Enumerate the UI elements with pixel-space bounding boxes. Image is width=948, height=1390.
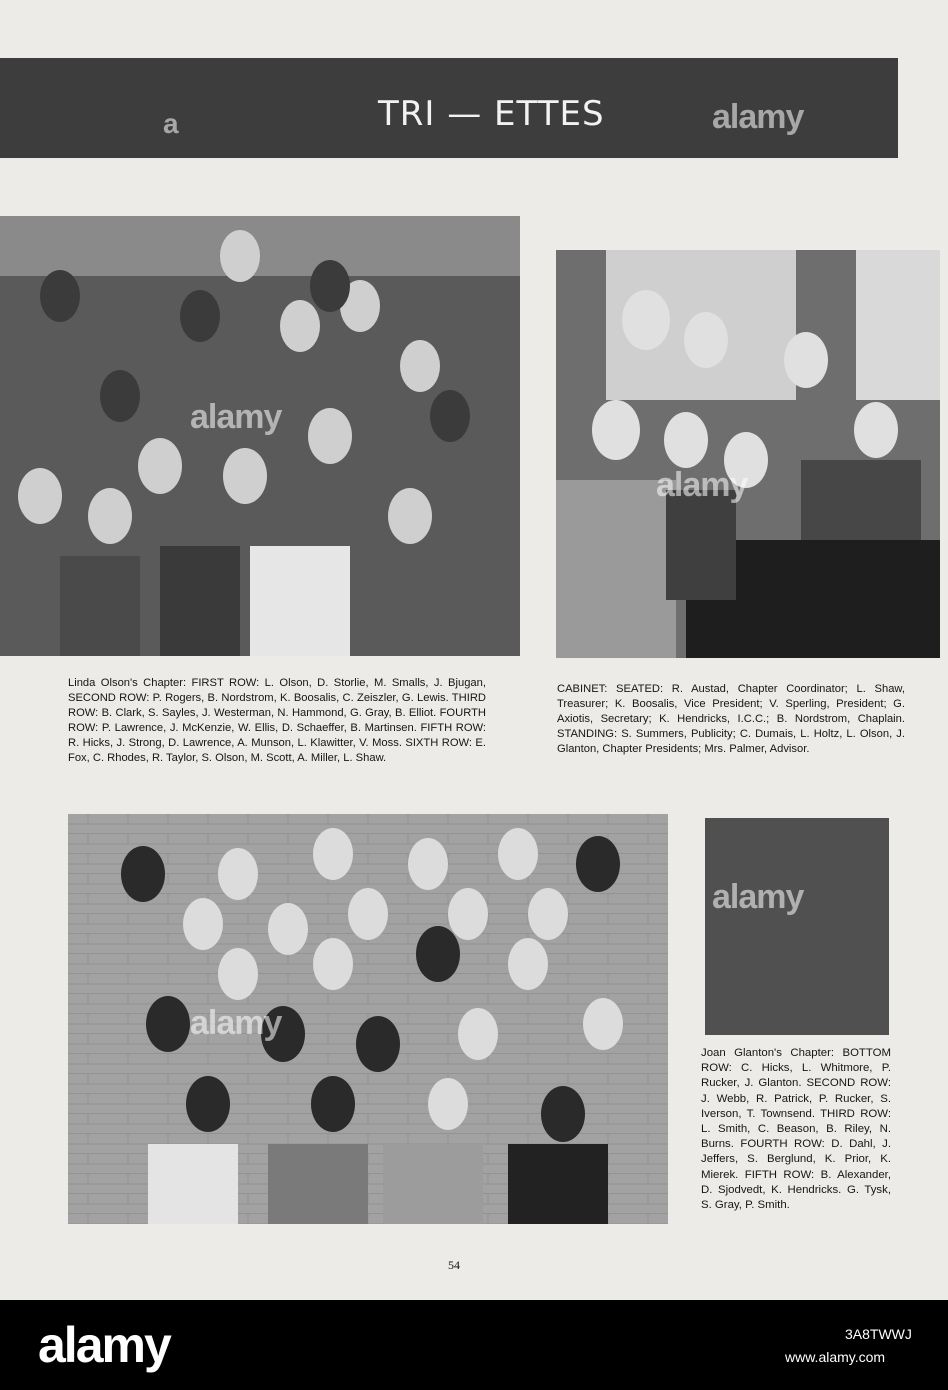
placeholder-box	[705, 818, 889, 1035]
page-number: 54	[448, 1258, 460, 1272]
alamy-logo: alamy	[38, 1317, 170, 1373]
watermark-top-left: alamy	[190, 398, 282, 436]
caption-olson-chapter: Linda Olson's Chapter: FIRST ROW: L. Olson, D. Storlie, M. Smalls, J. Bjugan, SECOND ROW: P. Rogers, B. Nordstrom, K. Boosalis, C. Zeiszler, G. Lewis. THIRD ROW: B. Clark, S. Sayles, J. Westerman, N. Hammond, G. Gray, B. Elliot. FOURTH ROW: P. Lawrence, J. McKenzie, W. Ellis, D. Schaeffer, B. Martinsen. FIFTH ROW: R. Hicks, J. Strong, D. Lawrence, A. Munson, L. Klawitter, V. Moss. SIXTH ROW: E. Fox, C. Rhodes, R. Taylor, S. Olson, M. Scott, A. Miller, L. Shaw.	[68, 677, 486, 764]
photo-glanton-chapter	[68, 814, 668, 1224]
group-photo-icon	[68, 814, 668, 1224]
watermark-top-right: alamy	[656, 466, 748, 504]
caption-cabinet: CABINET: SEATED: R. Austad, Chapter Coordinator; L. Shaw, Treasurer; K. Boosalis, Vice President; V. Sperling, President; G. Axiotis, Secretary; K. Hendricks, I.C.C.; B. Nordstrom, Chaplain. STANDING: S. Summers, Publicity; C. Dumais, L. Holtz, L. Olson, J. Glanton, Chapter Presidents; Mrs. Palmer, Advisor.	[557, 683, 905, 755]
watermark-banner: alamy	[712, 98, 804, 136]
watermark-bottom-left: alamy	[190, 1004, 282, 1042]
watermark-a-mark: a	[163, 108, 178, 139]
group-photo-icon	[556, 250, 940, 658]
caption-glanton-chapter: Joan Glanton's Chapter: BOTTOM ROW: C. Hicks, L. Whitmore, P. Rucker, J. Glanton. SECOND ROW: J. Webb, R. Patrick, P. Rucker, S. Iverson, T. Townsend. THIRD ROW: L. Smith, C. Beason, B. Riley, N. Burns. FOURTH ROW: D. Dahl, J. Jeffers, S. Berglund, K. Prior, K. Mierek. FIFTH ROW: B. Alexander, D. Sjodvedt, K. Hendricks. G. Tysk, S. Gray, P. Smith.	[701, 1047, 891, 1212]
watermark-gray-box: alamy	[712, 878, 804, 916]
image-id: 3A8TWWJ	[845, 1326, 912, 1342]
site-url: www.alamy.com	[785, 1349, 886, 1365]
page-title: TRI — ETTES	[378, 94, 605, 134]
photo-cabinet	[556, 250, 940, 658]
